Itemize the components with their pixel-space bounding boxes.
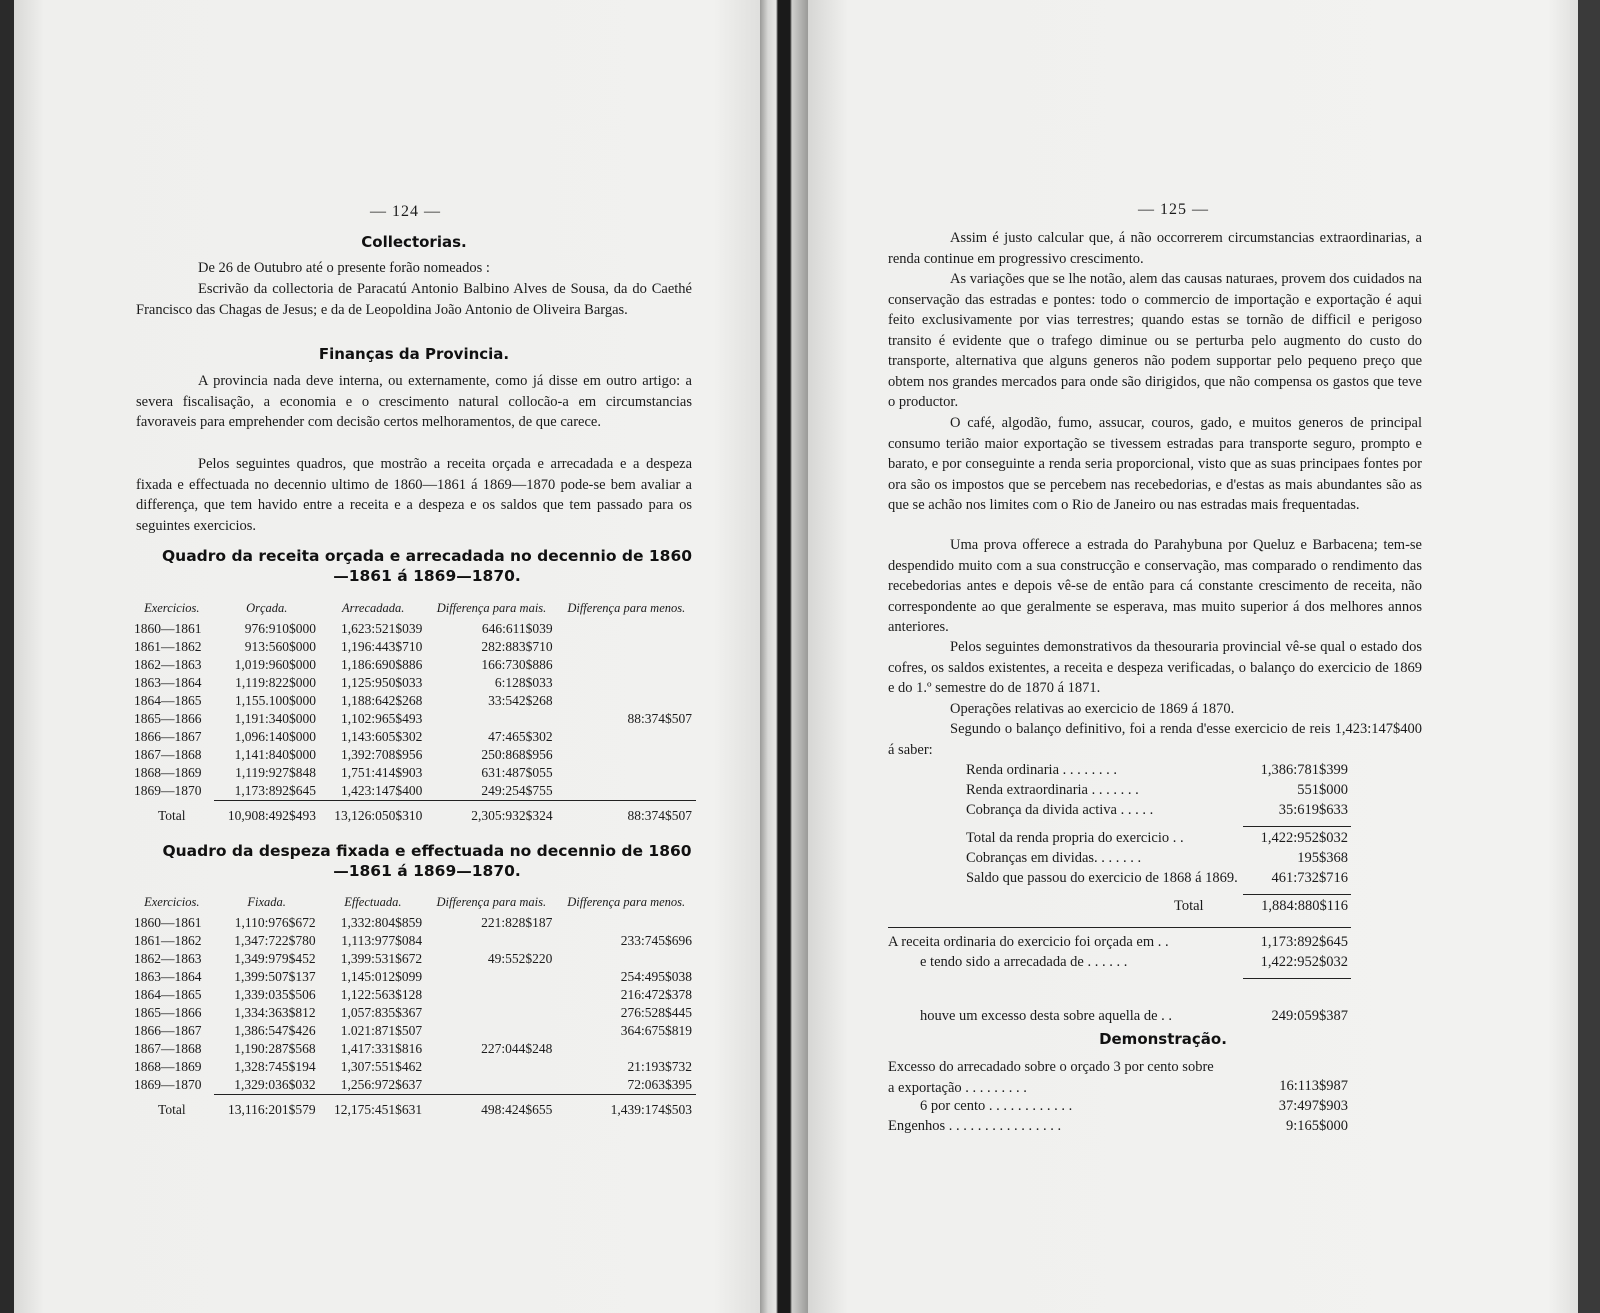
table-cell: 1,439:174$503 <box>556 1095 696 1120</box>
demonstracao-value: 9:165$000 <box>1285 1118 1348 1134</box>
table-cell <box>426 710 556 728</box>
table-header-row <box>130 596 696 620</box>
table-cell <box>557 674 696 692</box>
account-label: Cobrança da divida activa . . . . . <box>966 802 1154 818</box>
demonstracao-value: 37:497$903 <box>1278 1098 1348 1114</box>
table-cell: 1,332:804$859 <box>340 915 423 930</box>
table-cell: 1860—1861 <box>134 915 202 930</box>
comparison-value: 1,173:892$645 <box>1260 934 1348 950</box>
table-cell: 72:063$395 <box>627 1077 692 1092</box>
sum-rule <box>1243 894 1351 895</box>
table-cell: 13,116:201$579 <box>214 1095 320 1120</box>
table-row <box>130 620 696 638</box>
table-cell: 1863—1864 <box>134 969 202 984</box>
table-row <box>130 1022 696 1040</box>
column-header: Differença para mais. <box>436 894 547 909</box>
section-heading-demonstracao: Demonstração. <box>1099 1030 1227 1048</box>
table-cell: 1861—1862 <box>134 639 202 654</box>
table-cell: 1,113:977$084 <box>341 933 423 948</box>
column-header: Orçada. <box>246 600 288 615</box>
table-cell: 49:552$220 <box>487 951 553 966</box>
table-cell: 12,175:451$631 <box>320 1095 427 1120</box>
table-cell: 1867—1868 <box>134 747 202 762</box>
table-cell: 1,256:972$637 <box>340 1077 423 1092</box>
table-cell: 1862—1863 <box>134 951 202 966</box>
table-cell: 1,751:414$903 <box>341 765 423 780</box>
table-cell <box>426 1004 556 1022</box>
account-value: 461:732$716 <box>1271 870 1348 886</box>
table-cell: 1,122:563$128 <box>340 987 423 1002</box>
table-cell: 1,155.100$000 <box>234 693 316 708</box>
table-row <box>130 1058 696 1076</box>
table-cell: 1,399:507$137 <box>234 969 316 984</box>
account-value: 35:619$633 <box>1278 802 1348 818</box>
column-header: Exercicios. <box>144 600 200 615</box>
despeza-table <box>130 890 696 1119</box>
table-cell: 646:611$039 <box>481 621 553 636</box>
paragraph: Pelos seguintes quadros, que mostrão a receita orçada e arrecadada e a despeza fixada e effectuada no decennio ultimo de 1860—1861 á 1869—1870 pode-se bem avaliar a differença, que tem havido entre a receita e a despeza e os saldos que tem passado para os seguintes exercicios. <box>136 456 692 534</box>
left-page <box>0 0 760 1313</box>
table-row <box>130 914 696 932</box>
table-row <box>130 1076 696 1095</box>
paragraph: Segundo o balanço definitivo, foi a renda d'esse exercicio de reis 1,423:147$400 á saber: <box>888 721 1422 758</box>
table-cell: 1864—1865 <box>134 693 202 708</box>
table-cell: 1,188:642$268 <box>341 693 423 708</box>
table-header-row <box>130 890 696 914</box>
table-cell: 1,307:551$462 <box>340 1059 423 1074</box>
table-cell <box>426 1022 556 1040</box>
table-cell: Total <box>158 807 186 823</box>
table-cell <box>426 932 556 950</box>
table-cell <box>426 1076 556 1095</box>
table-row <box>130 710 696 728</box>
table-cell: 1866—1867 <box>134 729 202 744</box>
table-cell: 1,119:927$848 <box>235 765 316 780</box>
demonstracao-label: Excesso do arrecadado sobre o orçado 3 por cento sobre a exportação . . . . . . . . . <box>888 1059 1214 1096</box>
table-cell: 1,328:745$194 <box>234 1059 316 1074</box>
account-label: Cobranças em dividas. . . . . . . <box>966 850 1142 866</box>
table-row <box>130 764 696 782</box>
sum-rule <box>1243 826 1351 827</box>
table-row <box>130 932 696 950</box>
table-cell: 1,196:443$710 <box>341 639 423 654</box>
table-cell: 1,019:960$000 <box>234 657 316 672</box>
table-cell <box>557 728 696 746</box>
comparison-label: e tendo sido a arrecadada de . . . . . . <box>920 954 1128 970</box>
demonstracao-label: 6 por cento . . . . . . . . . . . . <box>920 1098 1073 1114</box>
table-cell: 21:193$732 <box>627 1059 692 1074</box>
sum-rule <box>1243 978 1351 979</box>
table-cell: 1,386:547$426 <box>234 1023 316 1038</box>
table-cell: 1,334:363$812 <box>234 1005 316 1020</box>
table-cell <box>557 692 696 710</box>
section-heading-collectorias: Collectorias. <box>361 233 467 251</box>
table-cell: 364:675$819 <box>620 1023 692 1038</box>
column-header: Effectuada. <box>344 894 402 909</box>
table-cell <box>556 914 696 932</box>
section-heading-financas: Finanças da Provincia. <box>318 345 510 363</box>
table-title-receita: Quadro da receita orçada e arrecadada no decennio de 1860—1861 á 1869—1870. <box>162 547 693 585</box>
separator-rule <box>888 927 1351 928</box>
table-cell <box>557 746 696 764</box>
table-cell: 216:472$378 <box>620 987 692 1002</box>
table-cell: 1,143:605$302 <box>341 729 423 744</box>
table-cell: 1865—1866 <box>134 711 202 726</box>
table-cell: 1,417:331$816 <box>340 1041 423 1056</box>
table-cell: 1863—1864 <box>134 675 202 690</box>
table-total-row <box>130 801 696 826</box>
column-header: Arrecadada. <box>342 600 405 615</box>
account-value: 551$000 <box>1297 782 1348 798</box>
table-row <box>130 656 696 674</box>
column-header: Exercicios. <box>144 894 200 909</box>
table-cell: 1865—1866 <box>134 1005 202 1020</box>
table-cell: 1,347:722$780 <box>234 933 316 948</box>
table-cell: 1,145:012$099 <box>340 969 423 984</box>
table-cell: 498:424$655 <box>426 1095 556 1120</box>
column-header: Differença para menos. <box>567 894 686 909</box>
table-cell <box>426 968 556 986</box>
table-cell: 1,102:965$493 <box>341 711 423 726</box>
account-label: Total da renda propria do exercicio . . <box>966 830 1184 846</box>
table-cell: 1,190:287$568 <box>234 1041 316 1056</box>
table-cell: 227:044$248 <box>481 1041 553 1056</box>
page-number: — 125 — <box>1138 201 1209 218</box>
table-row <box>130 674 696 692</box>
table-cell <box>557 764 696 782</box>
table-cell <box>426 1058 556 1076</box>
table-cell: 250:868$956 <box>481 747 553 762</box>
table-cell <box>556 1040 696 1058</box>
paragraph: De 26 de Outubro até o presente forão nomeados : <box>198 260 490 276</box>
table-cell: 1,392:708$956 <box>341 747 423 762</box>
table-row <box>130 782 696 801</box>
table-cell: 1,423:147$400 <box>341 783 423 798</box>
table-cell: 1,623:521$039 <box>341 621 423 636</box>
receita-table <box>130 596 696 825</box>
table-cell: 1,110:976$672 <box>234 915 316 930</box>
table-cell: 631:487$055 <box>481 765 553 780</box>
table-cell: 276:528$445 <box>620 1005 692 1020</box>
table-cell: 33:542$268 <box>488 693 553 708</box>
table-cell: 6:128$033 <box>494 675 553 690</box>
table-cell: 1,186:690$886 <box>341 657 423 672</box>
column-header: Differença para menos. <box>567 600 686 615</box>
table-cell: 1860—1861 <box>134 621 202 636</box>
account-value: 1,884:880$116 <box>1261 898 1348 914</box>
table-row <box>130 986 696 1004</box>
comparison-label: houve um excesso desta sobre aquella de . . <box>920 1008 1173 1024</box>
paragraph: A provincia nada deve interna, ou externamente, como já disse em outro artigo: a severa fiscalisação, a economia e o crescimento natural collocão-a em circumstancias favoraveis para emprehender com decisão certos melhoramentos, de que carece. <box>136 373 692 430</box>
paragraph: Pelos seguintes demonstrativos da thesouraria provincial vê-se qual o estado dos cofres, os saldos existentes, a receita e despeza verificadas, o balanço do exercicio de 1869 e do 1.º semestre do de 1870 á 1871. <box>888 639 1422 696</box>
table-cell: 1,141:840$000 <box>234 747 316 762</box>
account-value: 1,386:781$399 <box>1260 762 1348 778</box>
table-row <box>130 1004 696 1022</box>
table-cell: 1,119:822$000 <box>235 675 316 690</box>
account-label: Saldo que passou do exercicio de 1868 á 1869. <box>966 870 1238 886</box>
table-cell: 282:883$710 <box>481 639 553 654</box>
table-row <box>130 638 696 656</box>
table-cell: 1867—1868 <box>134 1041 202 1056</box>
table-cell <box>557 638 696 656</box>
table-cell: 1,191:340$000 <box>234 711 316 726</box>
account-label: Renda extraordinaria . . . . . . . <box>966 782 1139 798</box>
table-title-despeza: Quadro da despeza fixada e effectuada no decennio de 1860—1861 á 1869—1870. <box>162 842 692 880</box>
table-row <box>130 746 696 764</box>
comparison-value: 1,422:952$032 <box>1260 954 1348 970</box>
table-row <box>130 692 696 710</box>
table-cell: 2,305:932$324 <box>426 801 556 826</box>
table-cell: 1868—1869 <box>134 1059 202 1074</box>
table-cell <box>426 986 556 1004</box>
account-label: Renda ordinaria . . . . . . . . <box>966 762 1118 778</box>
table-row <box>130 1040 696 1058</box>
table-cell: 1861—1862 <box>134 933 202 948</box>
paragraph: Operações relativas ao exercicio de 1869 á 1870. <box>950 701 1235 717</box>
table-cell: 88:374$507 <box>627 711 692 726</box>
table-cell: 976:910$000 <box>244 621 316 636</box>
paragraph: Uma prova offerece a estrada do Parahybuna por Queluz e Barbacena; tem-se despendido muito com a sua construcção e conservação, mas comparado o rendimento das recebedorias antes e depois vê-se de então para cá constante crescimento de receita, não correspondente ao que geralmente se esperava, mas muito superior á dos melhores annos anteriores. <box>888 537 1422 635</box>
table-cell <box>557 782 696 801</box>
paragraph: As variações que se lhe notão, alem das causas naturaes, provem dos cuidados na conservação das estradas e pontes: todo o commercio de importação e exportação é aqui feito exclusivamente por vias terrestres; quando estas se tornão de difficil e perigoso transito é evidente que o trafego diminue ou se perturba pelo augmento do custo do transporte, alternativa que alguns generos não podem supportar pelo pequeno preço que obtem nos grandes mercados para onde são dirigidos, que não compensa os gastos que teve o productor. <box>888 271 1422 410</box>
comparison-value: 249:059$387 <box>1271 1008 1348 1024</box>
table-cell: 10,908:492$493 <box>214 801 320 826</box>
table-cell: Total <box>158 1101 186 1117</box>
column-header: Differença para mais. <box>436 600 547 615</box>
column-header: Fixada. <box>247 894 286 909</box>
table-cell: 1,173:892$645 <box>234 783 316 798</box>
table-cell: 1864—1865 <box>134 987 202 1002</box>
table-cell <box>557 620 696 638</box>
table-cell <box>556 950 696 968</box>
table-cell: 1,339:035$506 <box>234 987 316 1002</box>
table-cell: 88:374$507 <box>557 801 696 826</box>
table-cell: 1,125:950$033 <box>341 675 423 690</box>
paragraph: Assim é justo calcular que, á não occorrerem circumstancias extraordinarias, a renda continue em progressivo crescimento. <box>888 230 1422 267</box>
paragraph: O café, algodão, fumo, assucar, couros, gado, e muitos generos de principal consumo terião maior exportação se tivessem estradas para transporte seguro, prompto e barato, e por conseguinte a renda seria proporcional, visto que as suas principaes fontes por ora são os impostos que se percebem nas recebedorias, e d'estas as mais abundantes são as que se achão nos limites com o Rio de Janeiro ou nas estradas mais frequentadas. <box>888 415 1422 513</box>
table-cell: 1,057:835$367 <box>340 1005 423 1020</box>
table-cell: 1,349:979$452 <box>234 951 316 966</box>
table-cell: 166:730$886 <box>481 657 553 672</box>
page-number: — 124 — <box>370 203 441 220</box>
paragraph: Escrivão da collectoria de Paracatú Antonio Balbino Alves de Sousa, da do Caethé Francisco das Chagas de Jesus; e da de Leopoldina João Antonio de Oliveira Bargas. <box>136 281 692 318</box>
table-cell: 1869—1870 <box>134 783 202 799</box>
table-cell: 249:254$755 <box>481 783 553 798</box>
right-page <box>808 0 1600 1313</box>
table-cell: 13,126:050$310 <box>320 801 426 826</box>
account-value: 195$368 <box>1297 850 1348 866</box>
demonstracao-label: Engenhos . . . . . . . . . . . . . . . . <box>888 1118 1062 1134</box>
table-cell: 1862—1863 <box>134 657 202 672</box>
table-row <box>130 968 696 986</box>
table-cell: 254:495$038 <box>620 969 692 984</box>
book-gutter <box>760 0 808 1313</box>
demonstracao-value: 16:113$987 <box>1279 1078 1348 1094</box>
account-label: Total <box>1174 898 1204 914</box>
table-cell: 221:828$187 <box>481 915 553 930</box>
table-cell: 1,096:140$000 <box>234 729 316 744</box>
table-total-row <box>130 1095 696 1120</box>
table-cell: 1,399:531$672 <box>340 951 423 966</box>
table-cell: 47:465$302 <box>488 729 553 744</box>
table-cell: 1866—1867 <box>134 1023 202 1038</box>
table-cell: 233:745$696 <box>620 933 692 948</box>
table-row <box>130 728 696 746</box>
account-value: 1,422:952$032 <box>1260 830 1348 846</box>
table-cell <box>557 656 696 674</box>
table-cell: 1,329:036$032 <box>234 1077 316 1092</box>
table-cell: 913:560$000 <box>244 639 316 654</box>
table-cell: 1868—1869 <box>134 765 202 780</box>
table-row <box>130 950 696 968</box>
table-cell: 1.021:871$507 <box>340 1023 423 1038</box>
comparison-label: A receita ordinaria do exercicio foi orçada em . . <box>888 934 1169 950</box>
table-cell: 1869—1870 <box>134 1077 202 1093</box>
